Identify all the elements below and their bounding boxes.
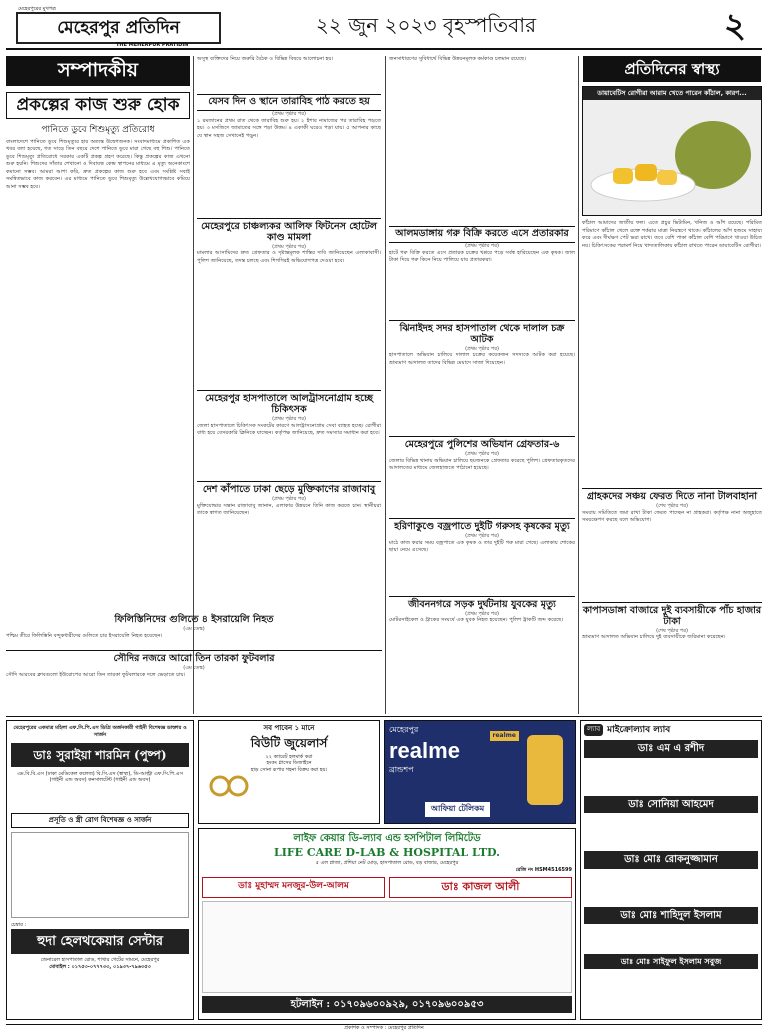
- article-kicker: (শেষ পৃষ্ঠার পর): [656, 502, 688, 509]
- lifecare-doctor-1: ডাঃ মুহাম্মদ মনজুর-উল-আলম: [202, 877, 385, 898]
- health-banner: প্রতিদিনের স্বাস্থ্য: [583, 56, 761, 82]
- lifecare-ad: [198, 828, 576, 1020]
- newspaper-subtitle: THE MEHERPUR PRATIDIN: [116, 42, 189, 48]
- article-kicker: (প্রথম পৃষ্ঠার পর): [272, 416, 306, 423]
- article-body: ১ রমজানের প্রথম রাত থেকে তারাবিহ শুরু হয়। ২ ইশার নামাজের পর তারাবিহ পড়তে হয়। ৩ মসজিদে জামাতের সঙ্গে পড়া উত্তম। ৪ একাকী ঘরেও পড়া যায়। ৫ আপনার কাছে যে স্থান সহজ সেখানেই পড়ুন।: [197, 117, 383, 139]
- article-kicker: (প্রথম পৃষ্ঠার পর): [272, 243, 306, 250]
- lifecare-title-bn: লাইফ কেয়ার ডি-ল্যাব এন্ড হসপিটাল লিমিটেড: [293, 833, 481, 844]
- article-headline: কাপাসডাঙ্গা বাজারে দুই ব্যবসায়ীকে পাঁচ হাজার টাকা: [582, 602, 762, 628]
- ad-title: বিউটি জুয়েলার্স: [250, 736, 328, 751]
- jewellers-ad: [198, 720, 380, 824]
- international-news: [6, 615, 382, 713]
- health-body: কাঁঠাল আমাদের জাতীয় ফল। এতে প্রচুর ভিটামিন, খনিজ ও আঁশ রয়েছে। পরিমিত পরিমাণে কাঁঠাল খেলে রক্তে শর্করার মাত্রা নিয়ন্ত্রণে থাকে। কাঁঠালের আঁশ হজমে সাহায্য করে এবং দীর্ঘক্ষণ পেট ভরা রাখে। তবে বেশি পাকা কাঁঠাল বেশি পরিমাণে খাওয়া উচিত নয়। চিকিৎসকের পরামর্শ নিয়ে খাদ্যতালিকায় কাঁঠাল রাখতে পারেন ডায়াবেটিস রোগীরা।: [582, 220, 764, 249]
- article-headline: মেহেরপুরে চাঞ্চল্যকর আলিফ ফিটনেস হোটেল কাণ্ড মামলা: [197, 218, 381, 244]
- news-column-2: অসুস্থ ব্যক্তিদের নিয়ে জরুরি বৈঠক ও বিভিন্ন বিষয়ে আলোচনা হয়। যেসব দিন ও স্থানে তারাবিহ পাঠ করতে হয় (প্রথম পৃষ্ঠার পর) ১ রমজানের প্রথম রাত থেকে তারাবিহ শুরু হয়। ২ ইশার নামাজের পর তারাবিহ পড়তে হয়। ৩ মসজিদে জামাতের সঙ্গে পড়া উত্তম। ৪ একাকী ঘরেও পড়া যায়। ৫ আপনার কাছে যে স্থান সহজ সেখানেই পড়ুন। মেহেরপুরে চাঞ্চল্যকর আলিফ ফিটনেস হোটেল কাণ্ড মামলা (প্রথম পৃষ্ঠার পর) মামলার আসামিদের দ্রুত গ্রেফতার ও দৃষ্টান্তমূলক শাস্তির দাবি জানিয়েছেন এলাকাবাসী। পুলিশ জানিয়েছে, তদন্ত চলছে এবং শিগগিরই অভিযোগপত্র দেওয়া হবে। মেহেরপুর হাসপাতালে আলট্রাসনোগ্রাম হচ্ছে চিকিৎসক (প্রথম পৃষ্ঠার পর) জেলা হাসপাতালে চিকিৎসক সংকটের কারণে আলট্রাসনোগ্রাম সেবা ব্যাহত হচ্ছে। রোগীরা বাধ্য হয়ে বেসরকারি ক্লিনিকে যাচ্ছেন। কর্তৃপক্ষ জানিয়েছে, দ্রুত সমস্যার সমাধান করা হবে। দেশ কাঁপাতে ঢাকা ছেড়ে মুক্তিকাণের রাজাবাবু (প্রথম পৃষ্ঠার পর) মুক্তিযোদ্ধার সন্তান রাজাবাবু জানান, এলাকার উন্নয়নে তিনি কাজ করতে চান। স্থানীয়রা তাকে স্বাগত জানিয়েছেন।: [197, 56, 383, 517]
- article-body: মুক্তিযোদ্ধার সন্তান রাজাবাবু জানান, এলাকার উন্নয়নে তিনি কাজ করতে চান। স্থানীয়রা তাকে স্বাগত জানিয়েছেন।: [197, 502, 383, 517]
- masthead: [6, 4, 762, 50]
- health-headline: ডায়াবেটিস রোগীরা আরাম খেতে পারেন কাঁঠাল, কারণ...: [583, 87, 761, 100]
- article-kicker: (প্রথম পৃষ্ঠার পর): [465, 532, 499, 539]
- article-body: সমবায় সমিতিতে জমা রাখা টাকা ফেরত পাচ্ছেন না গ্রাহকরা। কর্তৃপক্ষ নানা অজুহাতে সময়ক্ষেপণ করছে বলে অভিযোগ।: [582, 509, 764, 524]
- article-headline: হরিণাকুণ্ডে বজ্রপাতে দুইটি গরুসহ কৃষকের মৃত্যু: [389, 518, 575, 533]
- doctor-ad-gynae: [6, 720, 194, 1020]
- lab-doctor: ডাঃ সোনিয়া আহমেদ: [584, 796, 758, 814]
- article-kicker: (প্রথম পৃষ্ঠার পর): [272, 495, 306, 502]
- page-number: ২: [723, 6, 746, 46]
- masthead-tagline: মেহেরপুরের মুখপত্র: [18, 6, 56, 12]
- article-headline: ঝিনাইদহ সদর হাসপাতাল থেকে দালাল চক্র আটক: [389, 320, 575, 346]
- newspaper-logo: [16, 12, 221, 44]
- article-headline: আলমডাঙ্গায় গরু বিক্রি করতে এসে প্রতারকার: [389, 226, 575, 243]
- lab-doctor: ডাঃ মোঃ শাহিদুল ইসলাম: [584, 907, 758, 925]
- article-headline: দেশ কাঁপাতে ঢাকা ছেড়ে মুক্তিকাণের রাজাবাবু: [197, 481, 381, 496]
- article-body: মামলার আসামিদের দ্রুত গ্রেফতার ও দৃষ্টান্তমূলক শাস্তির দাবি জানিয়েছেন এলাকাবাসী। পুলিশ জানিয়েছে, তদন্ত চলছে এবং শিগগিরই অভিযোগপত্র দেওয়া হবে।: [197, 250, 383, 264]
- ads-divider: [6, 716, 762, 717]
- article-kicker: (প্রথম পৃষ্ঠার পর): [465, 610, 499, 617]
- ring-icon: [202, 774, 262, 798]
- ad-services-list: [11, 832, 189, 918]
- article-kicker: (প্রথম পৃষ্ঠার পর): [272, 110, 306, 117]
- ad-doctor-name: ডাঃ সুরাইয়া শারমিন (পুষ্প): [11, 743, 189, 767]
- article-headline: যেসব দিন ও স্থানে তারাবিহ পাঠ করতে হয়: [197, 94, 381, 111]
- article-headline: মেহেরপুর হাসপাতালে আলট্রাসনোগ্রাম হচ্ছে চিকিৎসক: [197, 390, 381, 416]
- article-body: জেলার বিভিন্ন থানায় অভিযান চালিয়ে ছয়জনকে গ্রেফতার করেছে পুলিশ। গ্রেফতারকৃতদের আদালতের মাধ্যমে জেলহাজতে পাঠানো হয়েছে।: [389, 457, 577, 472]
- health-image: [582, 86, 762, 216]
- ad-shop: আফিয়া টেলিকম: [425, 802, 490, 817]
- ad-sub: ব্রান্ডশপ: [389, 765, 414, 775]
- column-divider: [578, 56, 579, 714]
- ad-line: হাড় সোনা রূপার গহনা বিক্রয় করা হয়।: [250, 767, 328, 774]
- ad-address: জেনারেল হাসপাতাল রোড, শাখার গেটের সামনে, মেহেরপুর: [40, 957, 160, 964]
- article-headline: গ্রাহকদের সঞ্চয় ফেরত দিতে নানা টালবাহানা: [582, 488, 762, 503]
- lifecare-address: ৫ এল প্লাজা, প্রশিয়া নেট মোড়, হাসপাতাল রোড, বড় বাজার, মেহেরপুর: [315, 860, 459, 867]
- article-body: পশ্চিম তীরে ফিলিস্তিনি বন্দুকধারীদের গুলিতে চার ইসরায়েলি নিহত হয়েছেন।: [6, 632, 163, 639]
- article-body: ভ্রাম্যমাণ আদালত অভিযান চালিয়ে দুই ব্যবসায়ীকে জরিমানা করেছেন।: [582, 634, 726, 641]
- page-footer: প্রকাশক ও সম্পাদক : মেহেরপুর প্রতিদিন: [6, 1024, 762, 1034]
- realme-ad: [384, 720, 576, 824]
- editorial-body: বাংলাদেশে পানিতে ডুবে শিশুমৃত্যুর হার অত্যন্ত উদ্বেগজনক। সংবাদমাধ্যমে প্রকাশিত এক খবর বলা হয়েছে, গত সাড়ে তিন বছরে দেশে পানিতে ডুবে মারা গেছে বহু শিশু। পানিতে ডুবে শিশুমৃত্যু প্রতিরোধে সরকার একটি প্রকল্প গ্রহণ করেছে। কিন্তু প্রকল্পের কাজ এখনো শুরু হয়নি। শিশুদের সাঁতার শেখানো ও দিবাযত্ন কেন্দ্র স্থাপনের মাধ্যমে এ মৃত্যু অনেকাংশে কমানো সম্ভব। আমরা আশা করি, দ্রুত প্রকল্পের কাজ শুরু হবে এবং সংশ্লিষ্ট সবাই সমন্বিতভাবে কাজ করবেন। এর মাধ্যমে পানিতে ডুবে শিশুমৃত্যু উল্লেখযোগ্যভাবে কমিয়ে আনা সম্ভব হবে।: [6, 138, 192, 191]
- article-kicker: (এম ডেস্ক): [183, 665, 205, 672]
- lifecare-services: [202, 901, 572, 993]
- article-body: মাঠে কাজ করার সময় বজ্রপাতে এক কৃষক ও তার দুইটি গরু মারা গেছে। এলাকায় শোকের ছায়া নেমে এসেছে।: [389, 539, 577, 554]
- jackfruit-icon: [583, 100, 761, 216]
- lab-doctor: ডাঃ মোঃ সাইফুল ইসলাম সবুজ: [584, 954, 758, 969]
- issue-date: ২২ জুন ২০২৩ বৃহস্পতিবার: [315, 13, 537, 37]
- article-kicker: (শেষ পৃষ্ঠার পর): [656, 627, 688, 634]
- editorial-headline: প্রকল্পের কাজ শুরু হোক: [6, 92, 190, 119]
- ad-specialty: প্রসূতি ও স্ত্রী রোগ বিশেষজ্ঞ ও সার্জন: [11, 813, 189, 828]
- ad-chamber-label: চেম্বার :: [11, 922, 27, 929]
- lab-ad: [580, 720, 762, 1020]
- editorial-column: [6, 92, 190, 612]
- article-kicker: (প্রথম পৃষ্ঠার পর): [465, 451, 499, 458]
- ad-phone: মোবাইল : ০১৭৫৩-০৭৭৭৩৩, ০১৯৩৭-৭৯৬৩৫৩: [49, 964, 151, 971]
- lab-brand: মাইক্রোল্যাব ল্যাব: [607, 725, 671, 735]
- ad-realme-logo: realme: [389, 737, 460, 763]
- lab-logo: ল্যাব: [584, 724, 603, 735]
- lifecare-hotline: হটলাইন : ০১৭০৯৬০০৯২৯, ০১৭০৯৬০০৯৫৩: [202, 996, 572, 1014]
- article-kicker: (এম ডেস্ক): [183, 625, 205, 632]
- column-divider: [385, 56, 386, 714]
- article-body: মোটরসাইকেল ও ট্রাকের সংঘর্ষে এক যুবক নিহত হয়েছেন। পুলিশ ট্রাকটি জব্দ করেছে।: [389, 617, 564, 624]
- article-kicker: (প্রথম পৃষ্ঠার পর): [465, 345, 499, 352]
- news-column-3: জনসাধারণের সুবিধার্থে বিভিন্ন উন্নয়নমূলক কর্মকাণ্ড চলমান রয়েছে। আলমডাঙ্গায় গরু বিক্রি করতে এসে প্রতারকার (প্রথম পৃষ্ঠার পর) হাটে গরু বিক্রি করতে এসে প্রতারক চক্রের খপ্পরে পড়ে সর্বস্ব হারিয়েছেন এক কৃষক। জাল টাকা দিয়ে গরু কিনে নিয়ে পালিয়ে যায় প্রতারকরা। ঝিনাইদহ সদর হাসপাতাল থেকে দালাল চক্র আটক (প্রথম পৃষ্ঠার পর) হাসপাতালে অভিযান চালিয়ে দালাল চক্রের কয়েকজন সদস্যকে আটক করা হয়েছে। ভ্রাম্যমাণ আদালত তাদের বিভিন্ন মেয়াদে সাজা দিয়েছেন। মেহেরপুরে পুলিশের অভিযান গ্রেফতার-৬ (প্রথম পৃষ্ঠার পর) জেলার বিভিন্ন থানায় অভিযান চালিয়ে ছয়জনকে গ্রেফতার করেছে পুলিশ। গ্রেফতারকৃতদের আদালতের মাধ্যমে জেলহাজতে পাঠানো হয়েছে। হরিণাকুণ্ডে বজ্রপাতে দুইটি গরুসহ কৃষকের মৃত্যু (প্রথম পৃষ্ঠার পর) মাঠে কাজ করার সময় বজ্রপাতে এক কৃষক ও তার দুইটি গরু মারা গেছে। এলাকায় শোকের ছায়া নেমে এসেছে। জীবননগরে সড়ক দুর্ঘটনায় যুবকের মৃত্যু (প্রথম পৃষ্ঠার পর) মোটরসাইকেল ও ট্রাকের সংঘর্ষে এক যুবক নিহত হয়েছেন। পুলিশ ট্রাকটি জব্দ করেছে।: [389, 56, 577, 624]
- article-body: হাসপাতালে অভিযান চালিয়ে দালাল চক্রের কয়েকজন সদস্যকে আটক করা হয়েছে। ভ্রাম্যমাণ আদালত তাদের বিভিন্ন মেয়াদে সাজা দিয়েছেন।: [389, 352, 577, 366]
- article-body: হাটে গরু বিক্রি করতে এসে প্রতারক চক্রের খপ্পরে পড়ে সর্বস্ব হারিয়েছেন এক কৃষক। জাল টাকা দিয়ে গরু কিনে নিয়ে পালিয়ে যায় প্রতারকরা।: [389, 249, 577, 264]
- article-kicker: (প্রথম পৃষ্ঠার পর): [465, 242, 499, 249]
- article-headline: সৌদির নজরে আরো তিন তারকা ফুটবলার: [6, 650, 382, 665]
- lifecare-title-en: LIFE CARE D-LAB & HOSPITAL LTD.: [273, 845, 501, 859]
- ad-top: সব পাবেন ১ মানে: [263, 724, 315, 732]
- ad-center-name: হুদা হেলথকেয়ার সেন্টার: [11, 929, 189, 955]
- ad-line: ২২ ক্যারেট হলমার্ক করা: [265, 753, 313, 760]
- lifecare-doctor-2: ডাঃ কাজল আলী: [389, 877, 572, 898]
- ad-degrees: এম.বি.বি.এস (ঢাকা মেডিকেল কলেজ) বি.সি.এস (স্বাস্থ্য), ডি-আল্ট্রা এফ.সি.পি.এস (গাইনী এন্ড অবস) কনসালটেন্ট (গাইনী এন্ড অবস): [17, 770, 183, 784]
- health-column: [582, 86, 762, 716]
- article-body: জেলা হাসপাতালে চিকিৎসক সংকটের কারণে আলট্রাসনোগ্রাম সেবা ব্যাহত হচ্ছে। রোগীরা বাধ্য হয়ে বেসরকারি ক্লিনিকে যাচ্ছেন। কর্তৃপক্ষ জানিয়েছে, দ্রুত সমস্যার সমাধান করা হবে।: [197, 422, 383, 437]
- article-body: সৌদি আরবের ক্লাবগুলো ইউরোপের আরো তিন তারকা ফুটবলারকে দলে ভেড়াতে চায়।: [6, 671, 186, 678]
- article-headline: জীবননগরে সড়ক দুর্ঘটনায় যুবকের মৃত্যু: [389, 596, 575, 611]
- editorial-subhead: পানিতে ডুবে শিশুমৃত্যু প্রতিরোধ: [41, 124, 155, 135]
- ad-badge: realme: [490, 731, 519, 741]
- editorial-banner: সম্পাদকীয়: [6, 56, 190, 86]
- newspaper-title: মেহেরপুর প্রতিদিন: [57, 17, 180, 38]
- ad-brand: মেহেরপুর: [389, 725, 419, 734]
- ad-line: হংকং গ্লাসের ডিজাইনে: [266, 760, 312, 767]
- article-headline: ফিলিস্তিনিদের গুলিতে ৪ ইসরায়েলি নিহত: [114, 614, 274, 625]
- phone-icon: [527, 735, 563, 805]
- lifecare-reg: রেজি নং HSM4516599: [515, 867, 572, 874]
- ad-intro: মেহেরপুরের একমাত্র মহিলা এফ.সি.পি.এস ডিগ্রি অর্জনকারী গাইনী বিশেষজ্ঞ ডাক্তার ও সার্জন: [13, 725, 187, 738]
- lab-doctor: ডাঃ মোঃ রোকনুজ্জামান: [584, 851, 758, 869]
- lab-doctor: ডাঃ এম এ রশীদ: [584, 740, 758, 758]
- article-headline: মেহেরপুরে পুলিশের অভিযান গ্রেফতার-৬: [389, 436, 575, 451]
